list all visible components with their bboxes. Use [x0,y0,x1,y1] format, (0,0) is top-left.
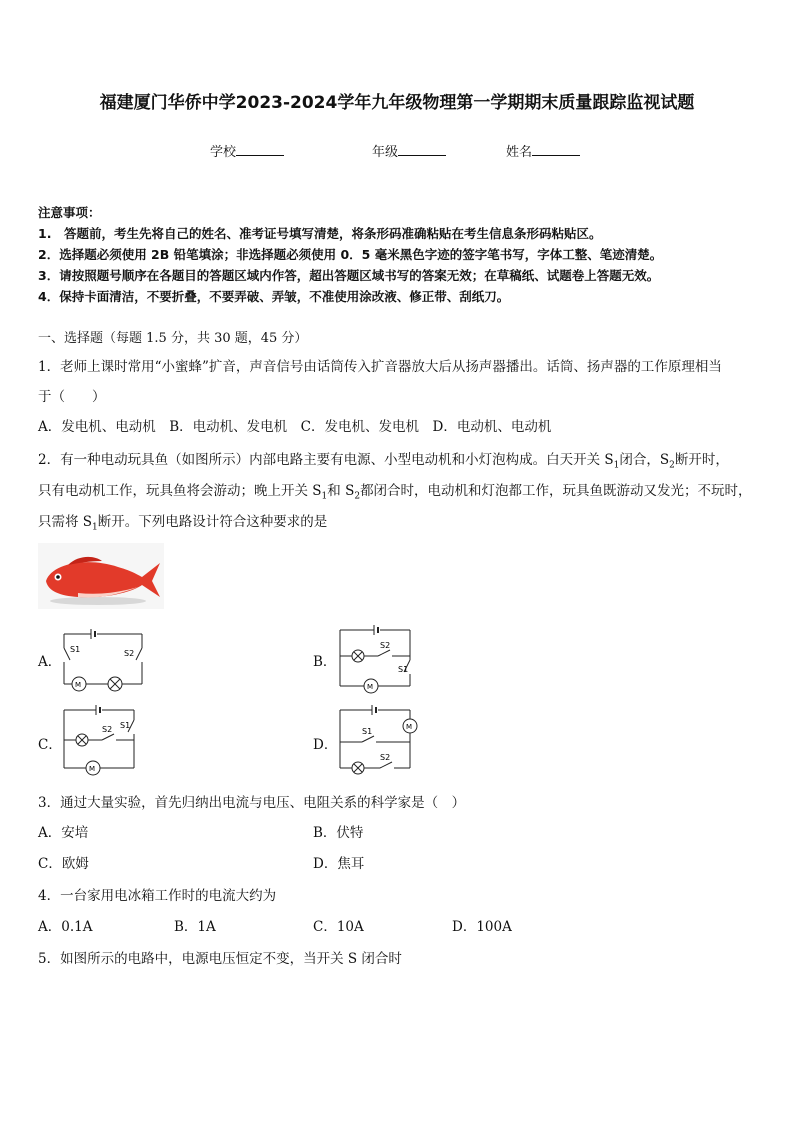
notice-item: 4．保持卡面清洁，不要折叠，不要弄破、弄皱，不准使用涂改液、修正带、刮纸刀。 [38,289,510,304]
q2-stem-line1: 2．有一种电动玩具鱼（如图所示）内部电路主要有电源、小型电动机和小灯泡构成。白天开关 $S_1$闭合，$S_2$断开时， [38,452,729,471]
notice-item: 3．请按照题号顺序在各题目的答题区域内作答，超出答题区域书写的答案无效；在草稿纸、试题卷上答题无效。 [38,268,660,283]
motor-label: M [367,683,374,691]
name-label: 姓名 [506,145,533,160]
q3-option-a: A．安培 [38,825,89,841]
page-title: 福建厦门华侨中学2023-2024学年九年级物理第一学期期末质量跟踪监视试题 [99,93,695,113]
switch-s1-label: S1 [70,645,81,654]
switch-s2-label: S2 [380,753,391,762]
q2-circuit-b [334,622,414,696]
motor-label: M [75,681,82,689]
q4-stem: 4．一台家用电冰箱工作时的电流大约为 [38,888,277,904]
switch-s2-label: S2 [124,649,135,658]
switch-s2-label: S2 [380,641,391,650]
grade-label: 年级 [372,145,399,160]
school-label: 学校 [210,145,237,160]
q3-stem: 3．通过大量实验，首先归纳出电流与电压、电阻关系的科学家是（ ） [38,795,466,811]
notice-item: 1. 答题前，考生先将自己的姓名、准考证号填写清楚，将条形码准确粘贴在考生信息条形码粘贴区。 [38,226,602,241]
q4-option-b: B．1A [174,919,216,935]
q2-option-d-label: D． [313,737,338,753]
q4-option-c: C．10A [313,919,364,935]
notice-heading: 注意事项： [38,205,101,220]
q1-stem-line2: 于（ ） [38,389,106,405]
switch-s1-label: S1 [120,721,131,730]
q4-option-d: D．100A [452,919,512,935]
grade-field [372,141,446,160]
q2-stem-line2: 只有电动机工作，玩具鱼将会游动；晚上开关 $S_1$和 $S_2$都闭合时，电动机和灯泡都工作，玩具鱼既游动又发光；不玩时， [38,483,752,502]
q2-option-a-label: A． [38,654,62,670]
q2-option-c-label: C． [38,737,62,753]
q2-option-b-label: B． [313,654,337,670]
q3-option-c: C．欧姆 [38,856,89,872]
toy-fish-image [38,543,164,609]
q2-stem-line3: 只需将 $S_1$断开。下列电路设计符合这种要求的是 [38,514,328,533]
q2-circuit-d [334,702,420,776]
q3-option-b: B．伏特 [313,825,364,841]
section-heading: 一、选择题（每题 1.5 分，共 30 题，45 分） [38,331,308,346]
q3-option-d: D．焦耳 [313,856,365,872]
switch-s1-label: S1 [362,727,373,736]
grade-blank [398,143,446,156]
name-blank [532,143,580,156]
q5-stem: 5．如图所示的电路中，电源电压恒定不变，当开关 S 闭合时 [38,951,402,967]
q2-circuit-c [58,702,140,776]
q2-circuit-a [60,626,150,692]
q1-options: A．发电机、电动机 B．电动机、发电机 C．发电机、发电机 D．电动机、电动机 [38,419,552,435]
switch-s1-label: S1 [398,665,409,674]
motor-label: M [406,723,413,731]
notice-item: 2．选择题必须使用 2B 铅笔填涂；非选择题必须使用 0．5 毫米黑色字迹的签字笔书写，字体工整、笔迹清楚。 [38,247,663,262]
school-blank [236,143,284,156]
school-field [210,141,284,160]
switch-s2-label: S2 [102,725,113,734]
q4-option-a: A．0.1A [38,919,93,935]
motor-label: M [89,765,96,773]
name-field [506,141,580,160]
q1-stem-line1: 1．老师上课时常用“小蜜蜂”扩音，声音信号由话筒传入扩音器放大后从扬声器播出。话筒、扬声器的工作原理相当 [38,359,722,375]
